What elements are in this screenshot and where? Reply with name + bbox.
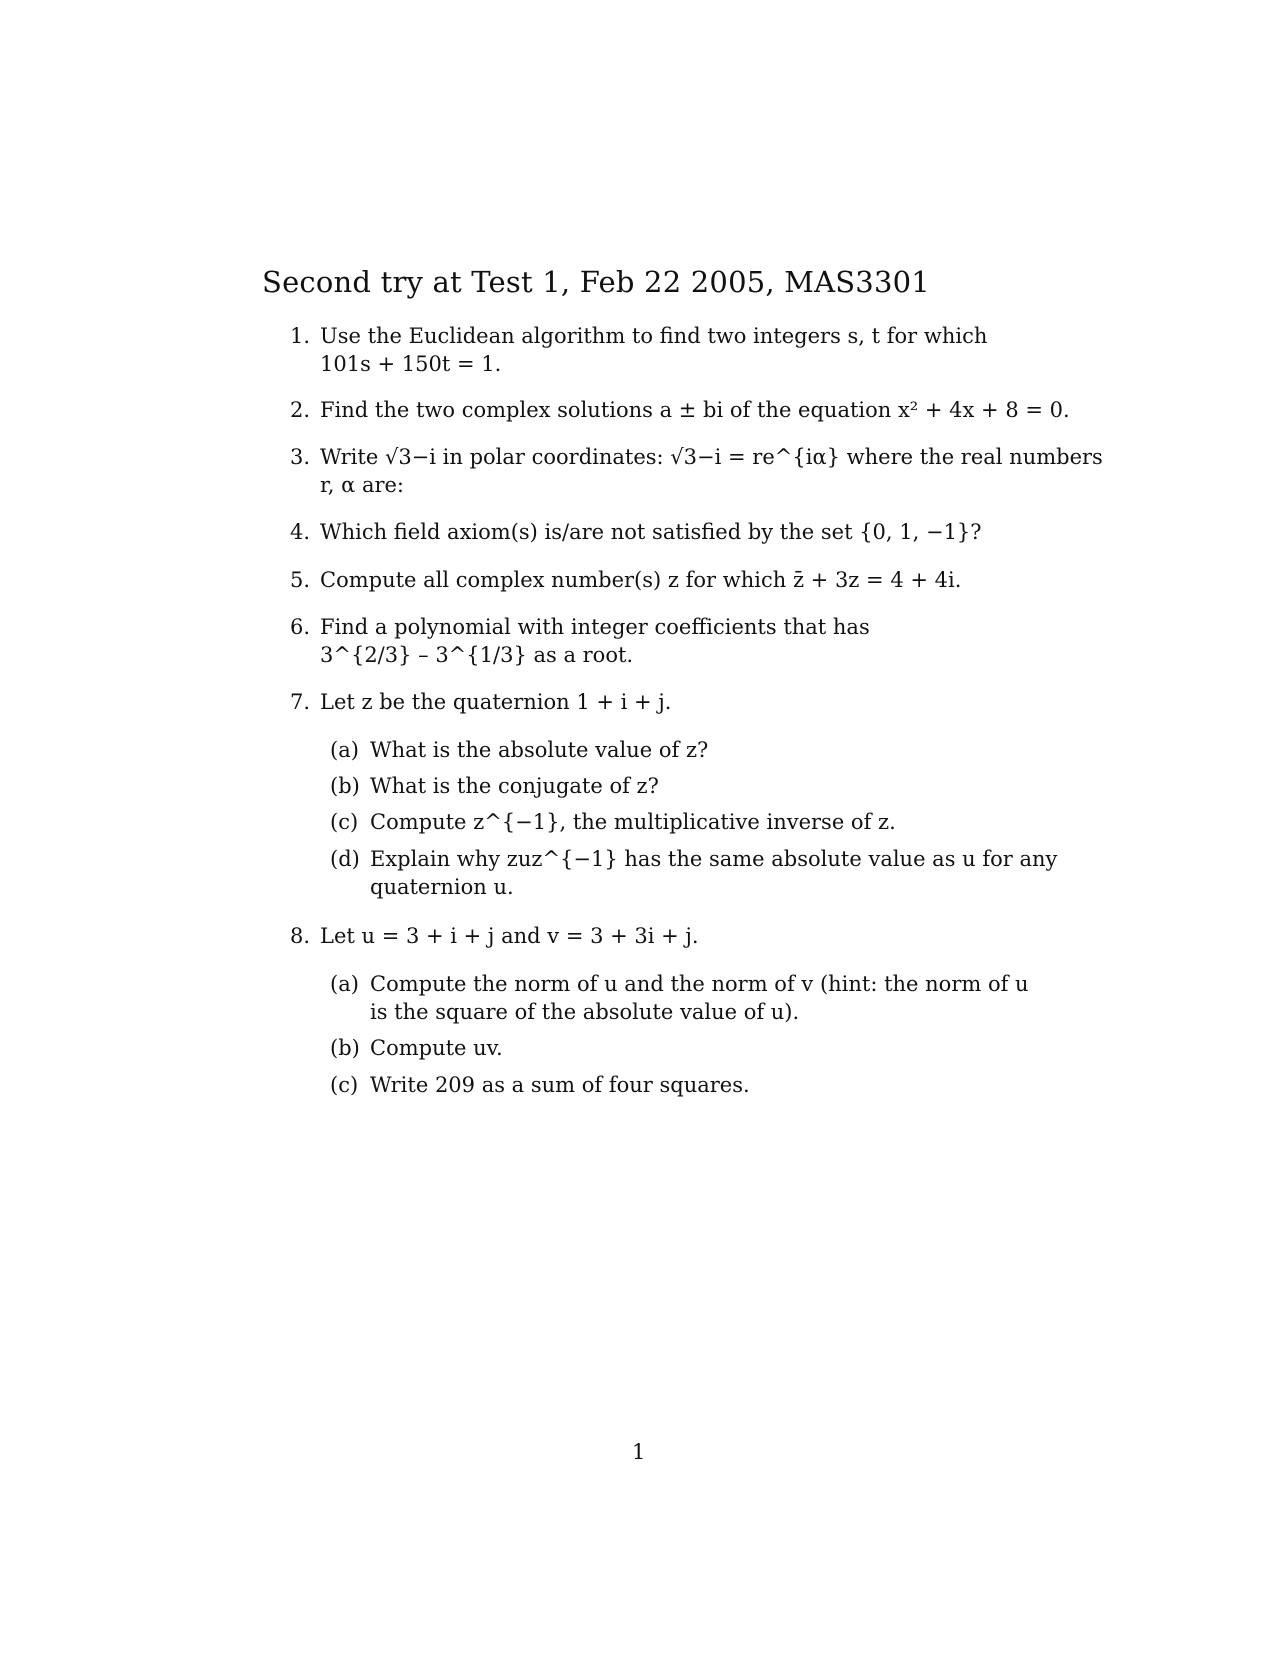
part-label: (b) [330, 774, 360, 798]
page-title: Second try at Test 1, Feb 22 2005, MAS3301 [262, 265, 930, 299]
part-label: (d) [330, 847, 360, 871]
problem-line: Let z be the quaternion 1 + i + j. [320, 690, 672, 714]
part-line: is the square of the absolute value of u). [370, 1000, 800, 1024]
part-line: Compute z^{−1}, the multiplicative inverse of z. [370, 810, 896, 834]
part-line: Compute the norm of u and the norm of v (hint: the norm of u [370, 972, 1029, 996]
problem-line: Compute all complex number(s) z for which z̄ + 3z = 4 + 4i. [320, 568, 962, 592]
part-line: Write 209 as a sum of four squares. [370, 1073, 750, 1097]
part-label: (c) [330, 1073, 359, 1097]
problem-line: Let u = 3 + i + j and v = 3 + 3i + j. [320, 924, 699, 948]
problem-number: 3. [290, 445, 311, 469]
problem-number: 6. [290, 615, 311, 639]
problem-number: 2. [290, 398, 311, 422]
problem-line: 3^{2/3} – 3^{1/3} as a root. [320, 643, 634, 667]
problem-number: 4. [290, 520, 311, 544]
problem-number: 5. [290, 568, 311, 592]
part-line: What is the conjugate of z? [370, 774, 659, 798]
part-line: What is the absolute value of z? [370, 738, 709, 762]
problem-line: Write √3−i in polar coordinates: √3−i = re^{iα} where the real numbers [320, 445, 1103, 469]
problem-number: 1. [290, 324, 311, 348]
problem-line: 101s + 150t = 1. [320, 352, 502, 376]
part-label: (c) [330, 810, 359, 834]
part-label: (a) [330, 972, 359, 996]
problem-line: Use the Euclidean algorithm to find two integers s, t for which [320, 324, 988, 348]
part-label: (a) [330, 738, 359, 762]
part-label: (b) [330, 1036, 360, 1060]
problem-line: Find a polynomial with integer coefficients that has [320, 615, 870, 639]
page-number: 1 [632, 1440, 646, 1464]
problem-line: Which field axiom(s) is/are not satisfied by the set {0, 1, −1}? [320, 520, 982, 544]
part-line: Compute uv. [370, 1036, 503, 1060]
problem-number: 8. [290, 924, 311, 948]
problem-line: r, α are: [320, 473, 404, 497]
part-line: Explain why zuz^{−1} has the same absolute value as u for any [370, 847, 1058, 871]
problem-number: 7. [290, 690, 311, 714]
problem-line: Find the two complex solutions a ± bi of the equation x² + 4x + 8 = 0. [320, 398, 1070, 422]
part-line: quaternion u. [370, 875, 514, 899]
